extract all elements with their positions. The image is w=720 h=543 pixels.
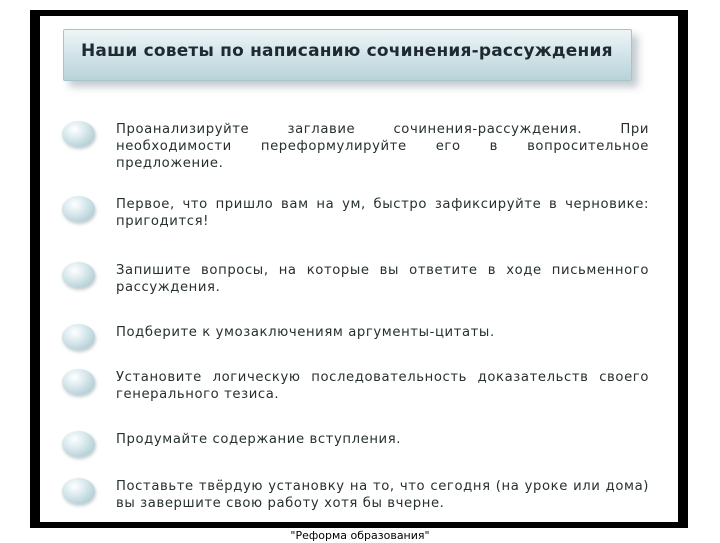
page-title: Наши советы по написанию сочинения-рассуждения [81, 41, 613, 61]
slide-panel [40, 16, 678, 522]
bullet-icon [62, 431, 95, 457]
bullet-icon [62, 369, 95, 395]
title-banner [63, 29, 632, 81]
list-item-text: Первое, что пришло вам на ум, быстро зафиксируйте в черновике: пригодится! [116, 197, 649, 229]
bullet-icon [62, 262, 95, 288]
list-item-text: Установите логическую последовательность доказательств своего генерального тезиса. [116, 370, 649, 402]
bullet-icon [62, 478, 95, 504]
list-item-text: Подберите к умозаключениям аргументы-цитаты. [116, 325, 495, 340]
bullet-icon [62, 121, 95, 147]
bullet-icon [62, 196, 95, 222]
footer-caption: "Реформа образования" [290, 529, 430, 542]
list-item-text: Продумайте содержание вступления. [116, 432, 402, 447]
list-item-text: Проанализируйте заглавие сочинения-рассуждения. При необходимости переформулируйте его в вопросительное предложение. [116, 122, 649, 171]
list-item-text: Поставьте твёрдую установку на то, что сегодня (на уроке или дома) вы завершите свою работу хотя бы вчерне. [116, 479, 649, 511]
list-item-text: Запишите вопросы, на которые вы ответите в ходе письменного рассуждения. [116, 263, 649, 295]
bullet-icon [62, 324, 95, 350]
